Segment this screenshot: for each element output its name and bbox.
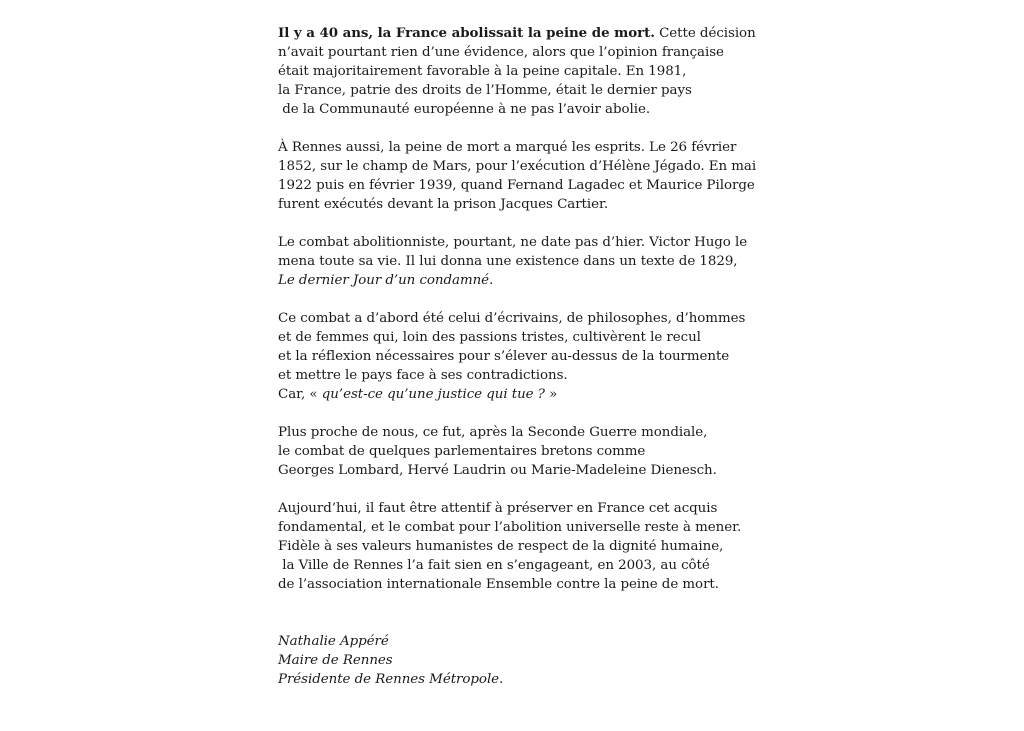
today-line-5: de l’association internationale Ensemble contre la peine de mort. [278, 577, 719, 592]
parliament-line-1: Plus proche de nous, ce fut, après la Seconde Guerre mondiale, [278, 425, 708, 440]
hugo-line-1: Le combat abolitionniste, pourtant, ne date pas d’hier. Victor Hugo le [278, 235, 748, 250]
intro-line-1 [278, 24, 756, 43]
signature-block [278, 632, 748, 689]
parliament-line-2: le combat de quelques parlementaires bretons comme [278, 444, 646, 459]
today-line-1: Aujourd’hui, il faut être attentif à préserver en France cet acquis [278, 501, 718, 516]
signature-title-president: Présidente de Rennes Métropole. [278, 672, 504, 687]
paragraph-intro [278, 24, 756, 119]
quote-suffix: » [544, 387, 558, 402]
hugo-line-3 [278, 271, 748, 290]
signature-title-mayor: Maire de Rennes [278, 653, 393, 668]
rennes-line-1: À Rennes aussi, la peine de mort a marqué les esprits. Le 26 février [278, 140, 737, 155]
intro-line-3: était majoritairement favorable à la peine capitale. En 1981, [278, 64, 687, 79]
intro-line-5: de la Communauté européenne à ne pas l’avoir abolie. [278, 102, 651, 117]
intro-lead: Il y a 40 ans, la France abolissait la peine de mort. [278, 25, 655, 41]
rennes-line-2: 1852, sur le champ de Mars, pour l’exécution d’Hélène Jégado. En mai [278, 159, 757, 174]
book-title: Le dernier Jour d’un condamné [278, 273, 490, 288]
parliament-line-3: Georges Lombard, Hervé Laudrin ou Marie-Madeleine Dienesch. [278, 463, 717, 478]
writers-line-2: et de femmes qui, loin des passions tristes, cultivèrent le recul [278, 330, 701, 345]
intro-line-4: la France, patrie des droits de l’Homme, était le dernier pays [278, 83, 692, 98]
intro-line-2: n’avait pourtant rien d’une évidence, alors que l’opinion française [278, 45, 724, 60]
today-line-4: la Ville de Rennes l’a fait sien en s’engageant, en 2003, au côté [278, 558, 710, 573]
writers-line-3: et la réflexion nécessaires pour s’élever au-dessus de la tourmente [278, 349, 730, 364]
paragraph-writers [278, 309, 748, 404]
paragraph-rennes [278, 138, 757, 214]
hugo-line-2: mena toute sa vie. Il lui donna une existence dans un texte de 1829, [278, 254, 738, 269]
today-line-2: fondamental, et le combat pour l’abolition universelle reste à mener. [278, 520, 742, 535]
rennes-line-3: 1922 puis en février 1939, quand Fernand Lagadec et Maurice Pilorge [278, 178, 755, 193]
paragraph-today [278, 499, 748, 594]
intro-line-1-rest: Cette décision [654, 26, 756, 41]
writers-line-4: et mettre le pays face à ses contradictions. [278, 368, 568, 383]
letter-body [278, 24, 757, 689]
today-line-3: Fidèle à ses valeurs humanistes de respect de la dignité humaine, [278, 539, 724, 554]
paragraph-parliament [278, 423, 748, 480]
rennes-line-4: furent exécutés devant la prison Jacques Cartier. [278, 197, 609, 212]
paragraph-hugo [278, 233, 748, 290]
book-title-suffix: . [489, 273, 494, 288]
writers-line-1: Ce combat a d’abord été celui d’écrivains, de philosophes, d’hommes [278, 311, 746, 326]
signature-name: Nathalie Appéré [278, 634, 389, 649]
quote-prefix: Car, « [278, 387, 322, 402]
writers-quote-line [278, 385, 748, 404]
quote-text: qu’est-ce qu’une justice qui tue ? [321, 387, 545, 402]
